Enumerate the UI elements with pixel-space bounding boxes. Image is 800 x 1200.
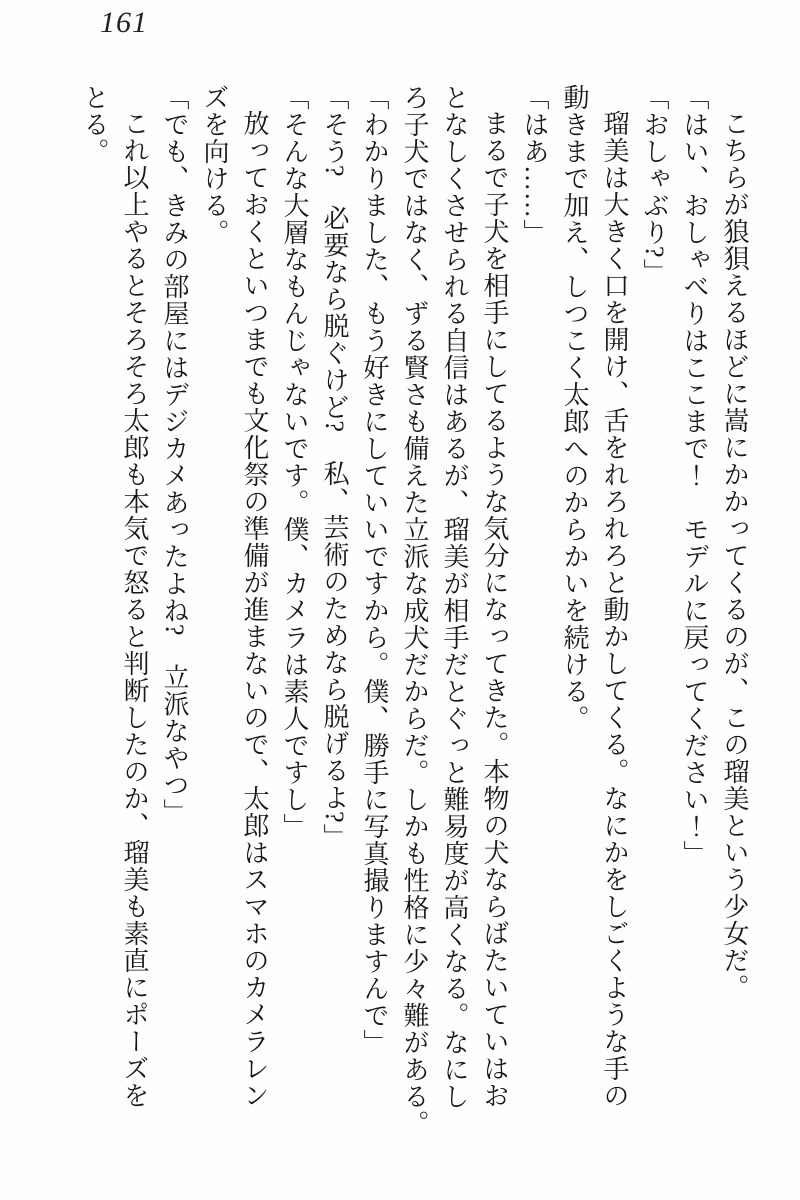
- text-line: 放っておくといつまでも文化祭の準備が進まないので、太郎はスマホのカメラレン: [240, 110, 269, 1109]
- text-line: 「でも、きみの部屋にはデジカメあったよね? 立派なやつ」: [160, 84, 189, 826]
- text-line: 「はあ……」: [520, 84, 549, 246]
- text-line: まるで子犬を相手にしてるような気分になってきた。本物の犬ならばたいていはお: [480, 110, 509, 1109]
- text-line: これ以上やるとそろそろ太郎も本気で怒ると判断したのか、瑠美も素直にポーズを: [120, 110, 149, 1109]
- text-line: ろ子犬ではなく、ずる賢さも備えた立派な成犬だからだ。しかも性格に少々難がある。: [400, 84, 429, 1137]
- text-line: とる。: [80, 84, 109, 165]
- text-line: 「おしゃぶり?」: [640, 84, 669, 286]
- page-number: 161: [100, 6, 148, 39]
- text-line: 動きまで加え、しつこく太郎へのからかいを続ける。: [560, 84, 589, 732]
- text-line: 「そんな大層なもんじゃないです。僕、カメラは素人ですし」: [280, 84, 309, 840]
- text-line: 「わかりました、もう好きにしていいですから。僕、勝手に写真撮りますんで」: [360, 84, 389, 1056]
- text-line: 「はい、おしゃべりはここまで！ モデルに戻ってください！」: [680, 84, 709, 867]
- text-line: 瑠美は大きく口を開け、舌をれろれろと動かしてくる。なにかをしごくような手の: [600, 110, 629, 1109]
- vertical-text-area: [74, 84, 754, 1200]
- text-line: 「そう? 必要なら脱ぐけど? 私、芸術のためなら脱げるよ?」: [320, 84, 349, 851]
- text-line: ズを向ける。: [200, 84, 229, 246]
- text-line: こちらが狼狽えるほどに嵩にかかってくるのが、この瑠美という少女だ。: [720, 110, 749, 1001]
- text-line: となしくさせられる自信はあるが、瑠美が相手だとぐっと難易度が高くなる。なにし: [440, 84, 469, 1110]
